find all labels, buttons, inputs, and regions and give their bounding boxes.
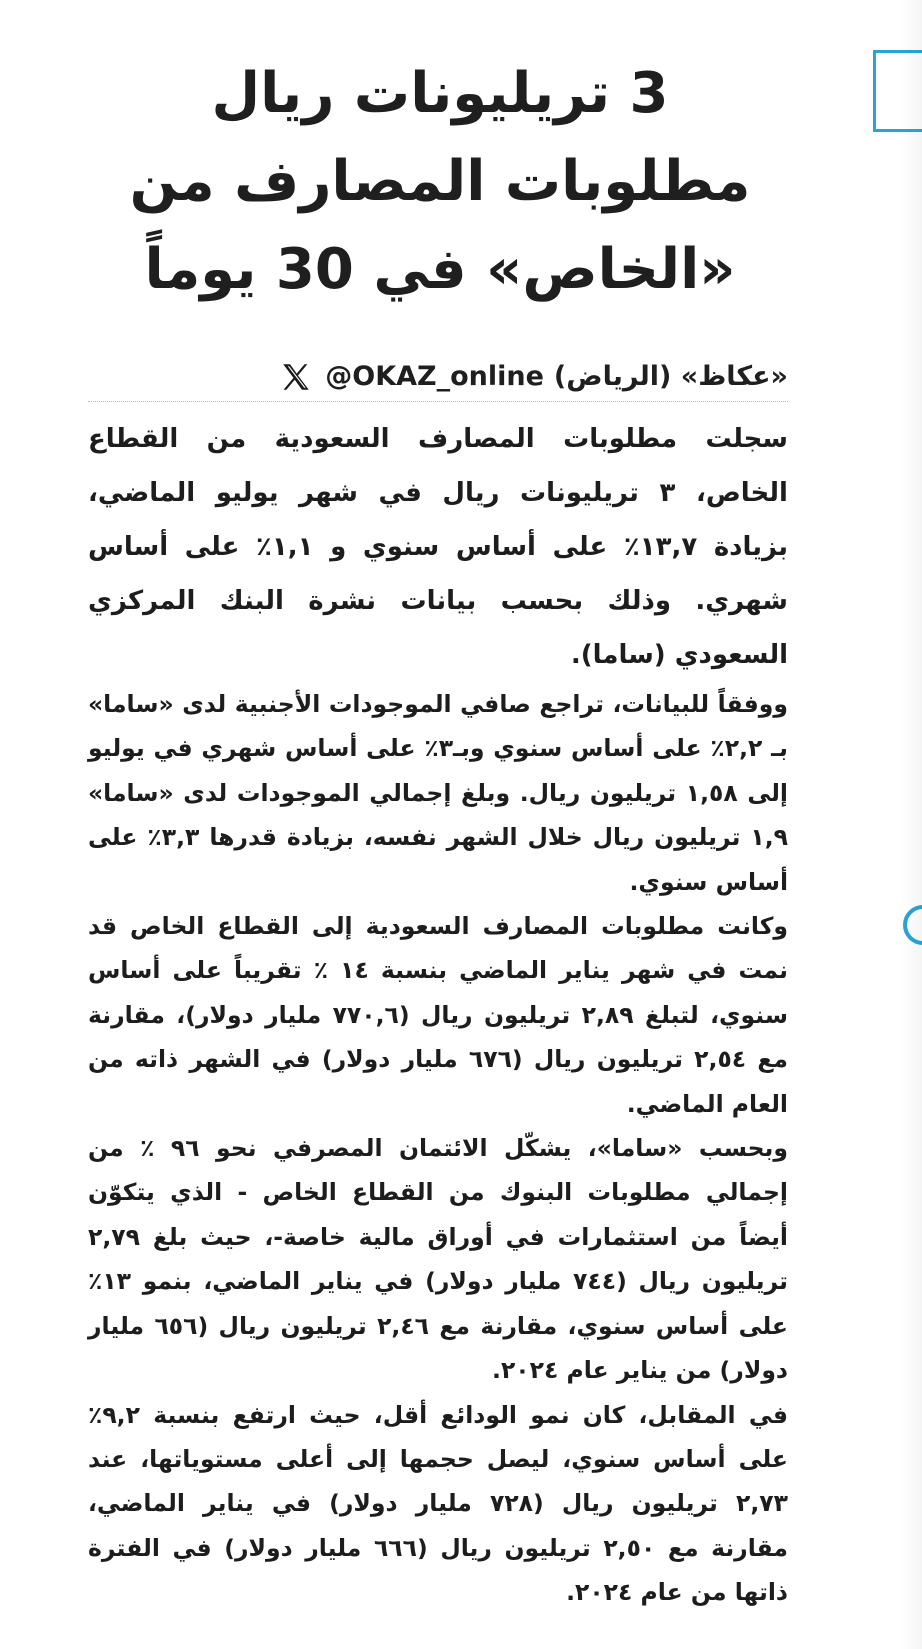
- headline-line-3: «الخاص» في 30 يوماً: [144, 237, 736, 302]
- byline: [88, 352, 788, 402]
- article-paragraph-4: وبحسب «ساما»، يشكّل الائتمان المصرفي نحو ٩٦ ٪ من إجمالي مطلوبات البنوك من القطاع الخاص - الذي يتكوّن أيضاً من استثمارات في أوراق مالية خاصة-، حيث بلغ ٢,٧٩ تريليون ريال (٧٤٤ مليار دولار) في يناير الماضي، بنمو ١٣٪ على أساس سنوي، مقارنة مع ٢,٤٦ تريليون ريال (٦٥٦ مليار دولار) من يناير عام ٢٠٢٤.: [88, 1134, 788, 1385]
- article-paragraph-5: في المقابل، كان نمو الودائع أقل، حيث ارتفع بنسبة ٩,٢٪ على أساس سنوي، ليصل حجمها إلى أعلى مستوياتها، عند ٢,٧٣ تريليون ريال (٧٢٨ مليار دولار) في يناير الماضي، مقارنة مع ٢,٥٠ تريليون ريال (٦٦٦ مليار دولار) في الفترة ذاتها من عام ٢٠٢٤.: [88, 1400, 788, 1607]
- headline-line-2: مطلوبات المصارف من: [129, 149, 751, 214]
- article-body: [88, 412, 788, 1615]
- article-paragraph-1: سجلت مطلوبات المصارف السعودية من القطاع الخاص، ٣ تريليونات ريال في شهر يوليو الماضي، بزيادة ١٣,٧٪ على أساس سنوي و ١,١٪ على أساس شهري. وذلك بحسب بيانات نشرة البنك المركزي السعودي (ساما).: [88, 424, 788, 670]
- byline-handle: @OKAZ_online: [325, 361, 544, 392]
- byline-source: «عكاظ» (الرياض): [553, 361, 788, 392]
- article-paragraph-3: وكانت مطلوبات المصارف السعودية إلى القطاع الخاص قد نمت في شهر يناير الماضي بنسبة ١٤ ٪ تقريباً على أساس سنوي، لتبلغ ٢,٨٩ تريليون ريال (٧٧٠,٦ مليار دولار)، مقارنة مع ٢,٥٤ تريليون ريال (٦٧٦ مليار دولار) في الشهر ذاته من العام الماضي.: [88, 912, 788, 1118]
- article-paragraph-2: ووفقاً للبيانات، تراجع صافي الموجودات الأجنبية لدى «ساما» بـ ٢,٢٪ على أساس سنوي وبـ٣٪ على أساس شهري في يوليو إلى ١,٥٨ تريليون ريال. وبلغ إجمالي الموجودات لدى «ساما» ١,٩ تريليون ريال خلال الشهر نفسه، بزيادة قدرها ٣,٣٪ على أساس سنوي.: [88, 690, 788, 896]
- headline-line-1: 3 تريليونات ريال: [211, 61, 669, 126]
- x-logo-icon: [279, 360, 313, 394]
- article-headline: [95, 50, 785, 314]
- page-edge-shadow: [900, 0, 922, 1649]
